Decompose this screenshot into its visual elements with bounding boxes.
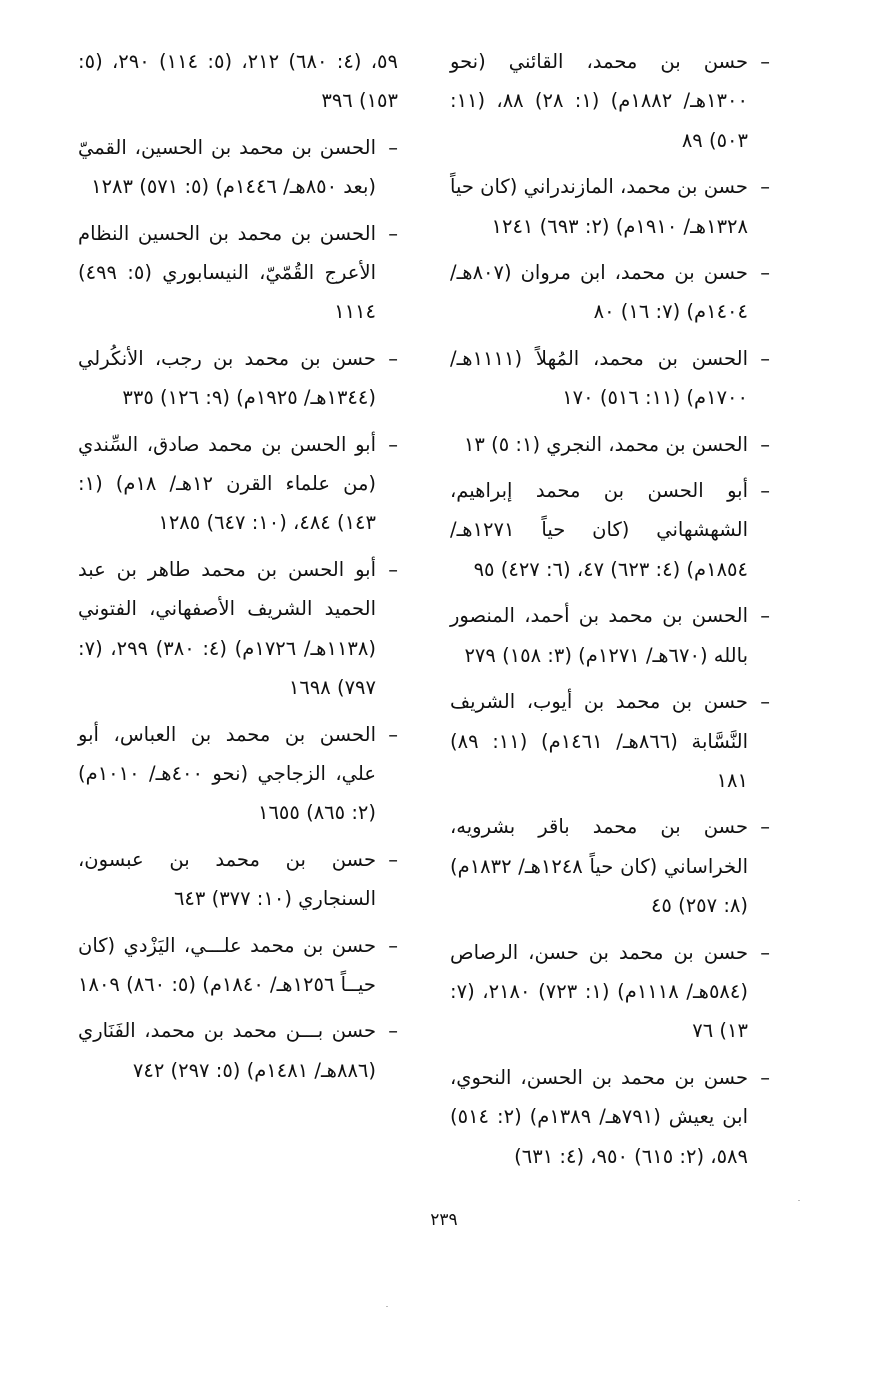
entry-dash: – bbox=[760, 175, 770, 199]
index-entry bbox=[450, 596, 770, 675]
entry-text: حسن بن محمد علـــي، اليَزْدي (كان حيــاً ١٢٥٦هـ/ ١٨٤٠م) (٥: ٨٦٠) ١٨٠٩ bbox=[78, 933, 376, 996]
entry-dash: – bbox=[388, 432, 398, 456]
entry-text: أبو الحسن بن محمد صادق، السِّندي (من علماء القرن ١٢هـ/ ١٨م) (١: ١٤٣) ٤٨٤، (١٠: ٦٤٧) ١٢٨٥ bbox=[78, 432, 376, 535]
index-entry bbox=[78, 425, 398, 543]
entry-dash: – bbox=[760, 690, 770, 714]
entry-text: الحسن بن محمد، النجري (١: ٥) ١٣ bbox=[463, 432, 748, 456]
entry-dash: – bbox=[760, 432, 770, 456]
entry-dash: – bbox=[388, 135, 398, 159]
index-entry bbox=[78, 339, 398, 418]
entry-dash: – bbox=[760, 940, 770, 964]
entry-text: حسن بن محمد، القائني (نحو ١٣٠٠هـ/ ١٨٨٢م) (١: ٢٨) ٨٨، (١١: ٥٠٣) ٨٩ bbox=[450, 50, 748, 152]
entry-text: حسن بن محمد بن حسن، الرصاص (٥٨٤هـ/ ١١١٨م) (١: ٧٢٣) ٢١٨٠، (٧: ١٣) ٧٦ bbox=[450, 940, 748, 1043]
entry-text: حسن بـــن محمد بن محمد، الفَنَاري (٨٨٦هـ/ ١٤٨١م) (٥: ٢٩٧) ٧٤٢ bbox=[78, 1019, 376, 1082]
entry-dash: – bbox=[760, 815, 770, 839]
entry-text: الحسن بن محمد بن العباس، أبو علي، الزجاجي (نحو ٤٠٠هـ/ ١٠١٠م) (٢: ٨٦٥) ١٦٥٥ bbox=[78, 722, 376, 825]
entry-dash: – bbox=[388, 346, 398, 370]
entry-dash: – bbox=[388, 1019, 398, 1043]
entry-text: أبو الحسن بن محمد طاهر بن عبد الحميد الشريف الأصفهاني، الفتوني (١١٣٨هـ/ ١٧٢٦م) (٤: ٣٨٠) ٢٩٩، (٧: ٧٩٧) ١٦٩٨ bbox=[78, 557, 376, 700]
entry-text: حسن بن محمد بن الحسن، النحوي، ابن يعيش (٧٩١هـ/ ١٣٨٩م) (٢: ٥١٤) ٥٨٩، (٢: ٦١٥) ٩٥٠، (٤: ٦٣١) bbox=[450, 1065, 748, 1168]
index-entry bbox=[78, 1011, 398, 1090]
index-entry bbox=[450, 933, 770, 1051]
entry-dash: – bbox=[388, 722, 398, 746]
index-entry bbox=[450, 807, 770, 925]
index-entry bbox=[78, 214, 398, 332]
page-number: ٢٣٩ bbox=[430, 1210, 458, 1230]
entry-text: الحسن بن محمد بن الحسين، القميّ (بعد ٨٥٠هـ/ ١٤٤٦م) (٥: ٥٧١) ١٢٨٣ bbox=[78, 135, 376, 199]
index-entry bbox=[78, 840, 398, 919]
entry-dash: – bbox=[760, 1065, 770, 1089]
entry-dash: – bbox=[760, 261, 770, 285]
right-column bbox=[450, 42, 770, 1183]
entry-text: حسن بن محمد، المازندراني (كان حياً ١٣٢٨هـ/ ١٩١٠م) (٢: ٦٩٣) ١٢٤١ bbox=[450, 175, 748, 238]
entry-text: ٥٩، (٤: ٦٨٠) ٢١٢، (٥: ١١٤) ٢٩٠، (٥: ١٥٣) ٣٩٦ bbox=[78, 50, 398, 113]
index-entry bbox=[78, 926, 398, 1005]
left-column bbox=[78, 42, 398, 1097]
entry-text: حسن بن محمد بن أيوب، الشريف النَّسَّابة (٨٦٦هـ/ ١٤٦١م) (١١: ٨٩) ١٨١ bbox=[450, 690, 748, 792]
entry-dash: – bbox=[388, 847, 398, 871]
entry-text: الحسن بن محمد، المُهلاً (١١١١هـ/ ١٧٠٠م) (١١: ٥١٦) ١٧٠ bbox=[450, 346, 748, 410]
entry-text: حسن بن محمد باقر بشرويه، الخراساني (كان حياً ١٢٤٨هـ/ ١٨٣٢م) (٨: ٢٥٧) ٤٥ bbox=[450, 815, 749, 918]
scan-speck bbox=[386, 1306, 388, 1307]
entry-dash: – bbox=[760, 50, 770, 73]
index-entry bbox=[450, 167, 770, 246]
entry-text: أبو الحسن بن محمد إبراهيم، الشهشهاني (كان حياً ١٢٧١هـ/ ١٨٥٤م) (٤: ٦٢٣) ٤٧، (٦: ٤٢٧) ٩٥ bbox=[450, 479, 748, 581]
entry-dash: – bbox=[388, 221, 398, 245]
index-entry bbox=[450, 1058, 770, 1176]
entry-text: حسن بن محمد، ابن مروان (٨٠٧هـ/ ١٤٠٤م) (٧: ١٦) ٨٠ bbox=[450, 261, 748, 324]
index-entry bbox=[450, 682, 770, 800]
entry-dash: – bbox=[760, 479, 770, 503]
entry-dash: – bbox=[760, 346, 770, 370]
index-entry bbox=[78, 128, 398, 207]
index-entry bbox=[450, 42, 770, 160]
scan-speck bbox=[798, 1200, 800, 1201]
entry-dash: – bbox=[760, 604, 770, 628]
index-entry bbox=[78, 550, 398, 708]
entry-text: الحسن بن محمد بن أحمد، المنصور بالله (٦٧٠هـ/ ١٢٧١م) (٣: ١٥٨) ٢٧٩ bbox=[450, 604, 748, 667]
index-entry bbox=[450, 253, 770, 332]
entry-text: الحسن بن محمد بن الحسين النظام الأعرج القُمّيّ، النيسابوري (٥: ٤٩٩) ١١١٤ bbox=[78, 221, 376, 324]
index-entry bbox=[450, 425, 770, 464]
index-entry-continuation bbox=[78, 42, 398, 121]
index-entry bbox=[78, 715, 398, 833]
entry-text: حسن بن محمد بن رجب، الأنكُرلي (١٣٤٤هـ/ ١٩٢٥م) (٩: ١٢٦) ٣٣٥ bbox=[78, 346, 376, 410]
entry-dash: – bbox=[388, 933, 398, 957]
entry-dash: – bbox=[388, 557, 398, 581]
entry-text: حسن بن محمد بن عبسون، السنجاري (١٠: ٣٧٧) ٦٤٣ bbox=[78, 847, 376, 911]
index-entry bbox=[450, 471, 770, 589]
index-entry bbox=[450, 339, 770, 418]
